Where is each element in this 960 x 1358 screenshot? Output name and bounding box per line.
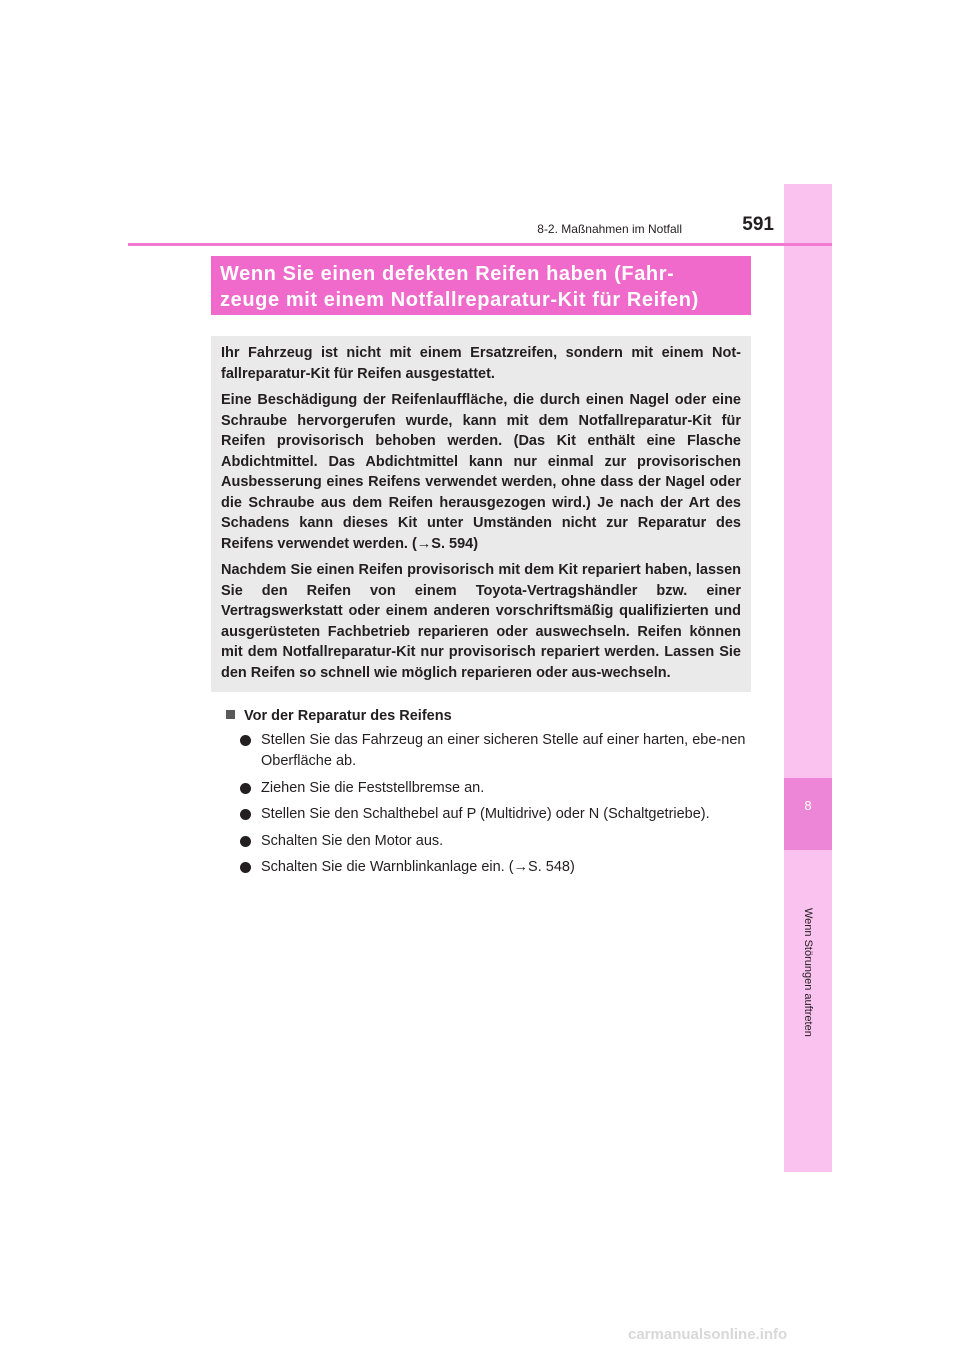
page-number: 591 — [742, 214, 774, 235]
header-rule — [128, 243, 832, 246]
list-item: Stellen Sie den Schalthebel auf P (Multidrive) oder N (Schaltgetriebe). — [240, 804, 750, 825]
square-bullet-icon — [226, 710, 235, 719]
bullet-icon — [240, 783, 251, 794]
section-heading — [226, 708, 452, 724]
intro-box — [211, 336, 751, 692]
chapter-tab-active[interactable] — [784, 778, 832, 850]
section-heading-text: Vor der Reparatur des Reifens — [244, 708, 452, 724]
intro-paragraph-1: Ihr Fahrzeug ist nicht mit einem Ersatzreifen, sondern mit einem Not-fallreparatur-Kit für Reifen ausgestattet. — [221, 345, 741, 382]
intro-paragraph-3: Nachdem Sie einen Reifen provisorisch mit dem Kit repariert haben, lassen Sie den Reifen von einem Toyota-Vertragshändler bzw. einer Vertragswerkstatt oder einem anderen vorschriftsmäßig qualifizierten und ausgerüsteten Fachbetrieb reparieren oder auswechseln. Reifen können mit dem Notfallreparatur-Kit nur provisorisch repariert werden. Lassen Sie den Reifen so schnell wie möglich reparieren oder aus-wechseln. — [221, 562, 741, 681]
header-section: 8-2. Maßnahmen im Notfall — [537, 222, 682, 236]
list-item: Schalten Sie die Warnblinkanlage ein. (→S. 548) — [240, 857, 750, 878]
title-line-2: zeuge mit einem Notfallreparatur-Kit für Reifen) — [220, 289, 699, 311]
page-title — [211, 256, 751, 315]
chapter-title: Wenn Störungen auftreten — [802, 907, 814, 1037]
list-item: Schalten Sie den Motor aus. — [240, 831, 750, 852]
bullet-icon — [240, 862, 251, 873]
title-line-1: Wenn Sie einen defekten Reifen haben (Fahr- — [220, 263, 675, 285]
watermark: carmanualsonline.info — [628, 1326, 788, 1343]
chapter-number: 8 — [804, 798, 812, 813]
list-item: Stellen Sie das Fahrzeug an einer sicheren Stelle auf einer harten, ebe-nen Oberfläche ab. — [240, 730, 750, 772]
intro-paragraph-2: Eine Beschädigung der Reifenlauffläche, die durch einen Nagel oder eine Schraube hervorgerufen wurde, kann mit dem Notfallreparatur-Kit für Reifen provisorisch behoben werden. (Das Kit enthält eine Flasche Abdichtmittel. Das Abdichtmittel kann nur einmal zur provisorischen Ausbesserung eines Reifens verwendet werden, ohne dass der Nagel oder die Schraube aus dem Reifen herausgezogen wird.) Je nach der Art des Schadens kann dieses Kit unter Umständen nicht zur Reparatur des Reifens verwendet werden. (→S. 594) — [221, 392, 741, 552]
list-item: Ziehen Sie die Feststellbremse an. — [240, 778, 750, 799]
bullet-icon — [240, 735, 251, 746]
bullet-icon — [240, 836, 251, 847]
bullet-icon — [240, 809, 251, 820]
checklist — [240, 730, 750, 884]
